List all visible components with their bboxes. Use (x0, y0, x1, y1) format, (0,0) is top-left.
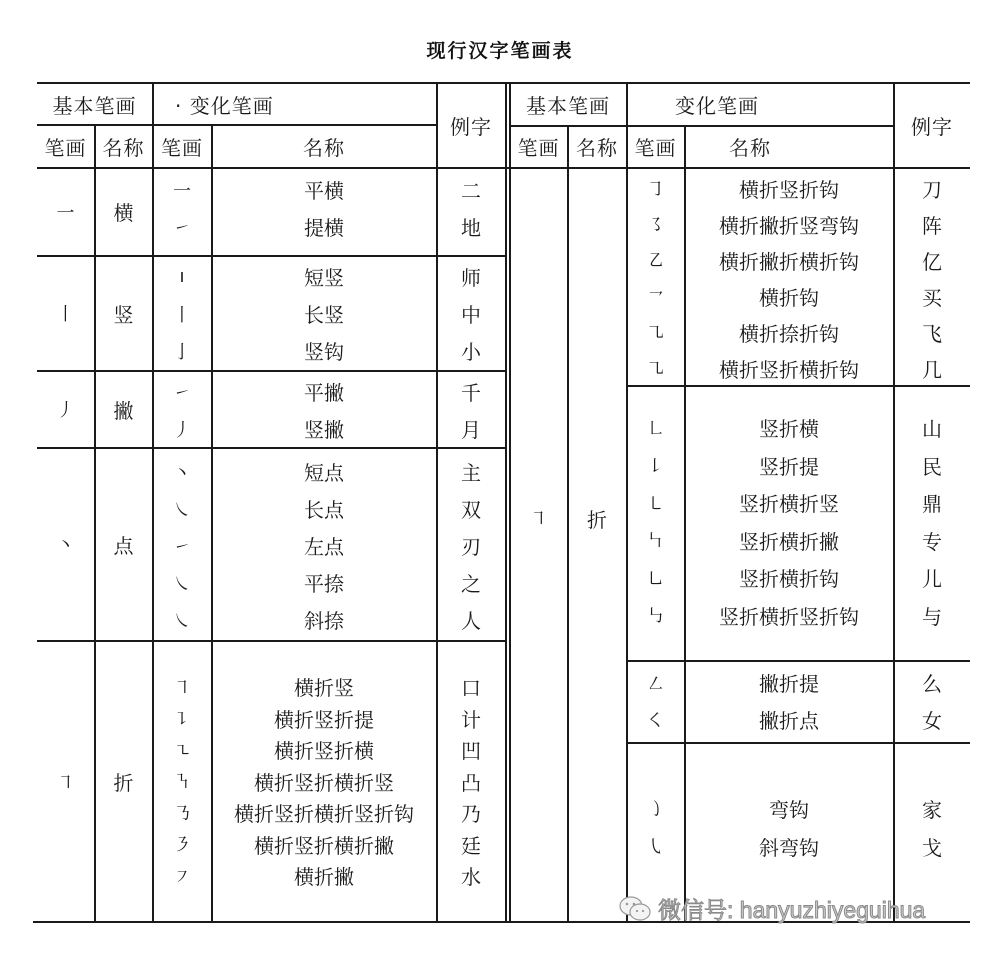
variant-strokes (627, 409, 684, 634)
basic-stroke-glyph: 丿 (56, 400, 75, 421)
stroke-glyph: ㇞ (646, 531, 665, 553)
example-char: 亿 (922, 249, 942, 274)
variant-names (212, 258, 436, 369)
header-bottom-border (37, 167, 970, 169)
stroke-glyph: 亅 (173, 341, 191, 363)
example-char: 女 (922, 709, 942, 733)
example-char: 口 (461, 676, 481, 701)
example-chars (437, 373, 505, 447)
stroke-name: 横折竖折钩 (739, 177, 839, 202)
variant-strokes (153, 453, 211, 638)
stroke-glyph: 丶 (173, 462, 191, 484)
variant-strokes (627, 789, 684, 865)
basic-stroke-name: 撇 (113, 398, 134, 423)
stroke-name: 短点 (304, 461, 344, 485)
variant-strokes (627, 170, 684, 386)
variant-names (212, 671, 436, 892)
example-char: 凹 (461, 739, 481, 764)
example-char: 小 (461, 340, 481, 364)
stroke-name: 撇折点 (759, 709, 819, 733)
header-name: 名称 (729, 136, 771, 160)
variant-names (685, 664, 893, 738)
variant-names (685, 789, 893, 865)
stroke-glyph: ㇏ (173, 499, 191, 521)
basic-stroke-name: 折 (113, 771, 134, 795)
basic-stroke-glyph: 一 (56, 202, 75, 224)
stroke-name: 斜捺 (304, 609, 344, 633)
stroke-glyph: ㇖ (646, 287, 665, 308)
basic-stroke-glyph: 丨 (56, 304, 75, 325)
example-char: 戈 (922, 835, 942, 860)
stroke-name: 横折竖折横折钩 (719, 357, 859, 382)
example-char: 专 (922, 529, 942, 554)
stroke-glyph: ㇄ (646, 493, 665, 515)
stroke-name: 弯钩 (769, 797, 809, 822)
stroke-name: 竖折横折竖折钩 (719, 604, 859, 629)
stroke-glyph: ㇡ (173, 803, 191, 825)
variant-strokes (153, 373, 211, 447)
stroke-name: 横折竖折横折竖 (254, 770, 394, 795)
stroke-glyph: ㇁ (646, 799, 665, 820)
stroke-glyph: ㇎ (173, 772, 191, 794)
example-char: 主 (461, 461, 481, 485)
page-title: 现行汉字笔画表 (426, 40, 574, 62)
stroke-name: 竖撇 (304, 418, 344, 442)
variant-strokes (153, 171, 211, 245)
stroke-glyph: ㇀ (173, 382, 191, 404)
example-char: 之 (461, 572, 481, 596)
basic-stroke-glyph: ㇕ (56, 772, 75, 794)
basic-stroke-name: 点 (113, 533, 134, 558)
stroke-name: 提横 (304, 216, 344, 240)
example-char: 民 (922, 454, 942, 479)
example-char: 山 (922, 417, 942, 442)
variant-strokes (153, 258, 211, 369)
example-char: 凸 (461, 770, 481, 795)
example-chars (437, 171, 505, 245)
stroke-name: 平撇 (304, 381, 344, 405)
example-char: 飞 (922, 321, 942, 346)
stroke-glyph: ㇍ (173, 740, 191, 762)
variant-names (212, 171, 436, 245)
stroke-glyph: 一 (173, 180, 191, 202)
example-chars (894, 170, 970, 386)
example-char: 二 (461, 179, 481, 203)
stroke-name: 横折撇折竖弯钩 (719, 213, 859, 238)
variant-strokes (153, 671, 211, 892)
stroke-name: 短竖 (304, 266, 344, 290)
example-char: 双 (461, 498, 481, 522)
example-char: 廷 (461, 833, 481, 858)
stroke-glyph: ㇀ (173, 217, 191, 239)
variant-strokes (627, 664, 684, 738)
example-char: 与 (922, 604, 942, 629)
stroke-glyph: ㇋ (173, 835, 191, 857)
stroke-name: 竖折横 (759, 417, 819, 442)
stroke-name: 横折捺折钩 (739, 321, 839, 346)
watermark-text: 微信号: hanyuzhiyeguihua (658, 897, 926, 923)
stroke-name: 竖折横折撇 (739, 529, 839, 554)
header-stroke: 笔画 (517, 136, 560, 160)
stroke-name: 长点 (304, 498, 344, 522)
stroke-glyph: ㇜ (646, 673, 665, 695)
header-stroke: 笔画 (44, 135, 87, 160)
stroke-glyph: ㇠ (646, 251, 665, 272)
stroke-glyph: ㇀ (173, 536, 191, 558)
basic-stroke-name: 横 (113, 201, 134, 225)
example-char: 计 (461, 707, 481, 732)
stroke-glyph: ㇟ (646, 568, 665, 590)
example-char: 买 (922, 285, 942, 310)
variant-names (212, 453, 436, 638)
watermark (618, 892, 925, 925)
variant-names (685, 170, 893, 386)
stroke-name: 竖折横折竖 (739, 492, 839, 517)
example-char: 千 (461, 381, 481, 405)
stroke-name: 横折撇折横折钩 (719, 249, 859, 274)
header-name: 名称 (303, 135, 345, 160)
stroke-glyph: ㇈ (646, 323, 665, 344)
stroke-glyph: ㇙ (646, 456, 665, 478)
stroke-glyph: ı (179, 266, 185, 287)
example-char: 儿 (922, 567, 942, 592)
example-char: 乃 (461, 802, 481, 827)
header-name: 名称 (576, 136, 618, 160)
example-chars (894, 789, 970, 865)
example-char: 么 (922, 672, 942, 696)
header-name: 名称 (102, 135, 145, 160)
center-divider (505, 82, 507, 922)
example-char: 阵 (922, 213, 942, 238)
stroke-name: 竖折提 (759, 454, 819, 479)
example-char: 鼎 (922, 492, 942, 517)
stroke-glyph: ㇆ (646, 179, 665, 200)
example-char: 地 (461, 216, 481, 240)
example-chars (437, 258, 505, 369)
stroke-name: 横折竖折横 (274, 739, 374, 764)
stroke-glyph: ㇂ (646, 837, 665, 858)
example-chars (437, 453, 505, 638)
stroke-name: 平捺 (304, 572, 344, 596)
stroke-glyph: 丿 (173, 419, 191, 441)
basic-stroke-name: 折 (587, 507, 607, 532)
stroke-glyph: ㇊ (173, 709, 191, 731)
example-char: 家 (922, 797, 942, 822)
header-stroke: 笔画 (634, 136, 677, 160)
stroke-name: 长竖 (304, 303, 344, 327)
stroke-glyph: 丨 (173, 304, 191, 326)
stroke-glyph: ㇗ (646, 418, 665, 440)
stroke-name: 横折竖折横折竖折钩 (234, 802, 414, 827)
stroke-glyph: ㇌ (646, 215, 665, 236)
stroke-glyph: ㇏ (173, 573, 191, 595)
example-char: 师 (461, 266, 481, 290)
header-variant-strokes: 变化笔画 (675, 94, 759, 118)
header-basic-strokes: 基本笔画 (52, 93, 137, 118)
header-stroke: 笔画 (161, 135, 203, 160)
stroke-glyph: ㇕ (173, 677, 191, 699)
stroke-name: 竖折横折钩 (739, 567, 839, 592)
stroke-name: 横折竖折提 (274, 707, 374, 732)
header-example: 例字 (450, 115, 492, 139)
header-example: 例字 (911, 115, 953, 139)
stroke-name: 撇折提 (759, 672, 819, 696)
stroke-name: 横折撇 (294, 865, 354, 890)
basic-stroke-name: 竖 (113, 302, 134, 327)
example-char: 人 (461, 609, 481, 633)
header-variant-strokes: · 变化笔画 (175, 93, 274, 118)
wechat-icon (618, 895, 652, 923)
example-char: 刃 (461, 535, 481, 559)
stroke-name: 平横 (304, 179, 344, 203)
basic-stroke-glyph: ㇕ (529, 509, 548, 530)
example-chars (437, 671, 505, 892)
variant-names (685, 409, 893, 634)
header-basic-strokes: 基本笔画 (526, 94, 610, 118)
example-char: 中 (461, 303, 481, 327)
stroke-name: 竖钩 (304, 340, 344, 364)
example-char: 刀 (922, 177, 942, 202)
stroke-glyph: ㇈ (646, 359, 665, 380)
example-chars (894, 664, 970, 738)
stroke-name: 横折竖折横折撇 (254, 833, 394, 858)
example-char: 几 (922, 357, 942, 382)
stroke-name: 横折竖 (294, 676, 354, 701)
example-chars (894, 409, 970, 634)
example-char: 水 (461, 865, 481, 890)
stroke-name: 左点 (304, 535, 344, 559)
stroke-name: 斜弯钩 (759, 835, 819, 860)
stroke-name: 横折钩 (759, 285, 819, 310)
stroke-glyph: ㇛ (646, 710, 665, 732)
stroke-glyph: ㇇ (173, 866, 191, 888)
stroke-glyph: ㇏ (173, 610, 191, 632)
example-char: 月 (461, 418, 481, 442)
basic-stroke-glyph: 丶 (56, 535, 75, 556)
stroke-glyph: ㇉ (646, 606, 665, 628)
row-divider (626, 742, 970, 744)
variant-names (212, 373, 436, 447)
row-divider (626, 660, 970, 662)
